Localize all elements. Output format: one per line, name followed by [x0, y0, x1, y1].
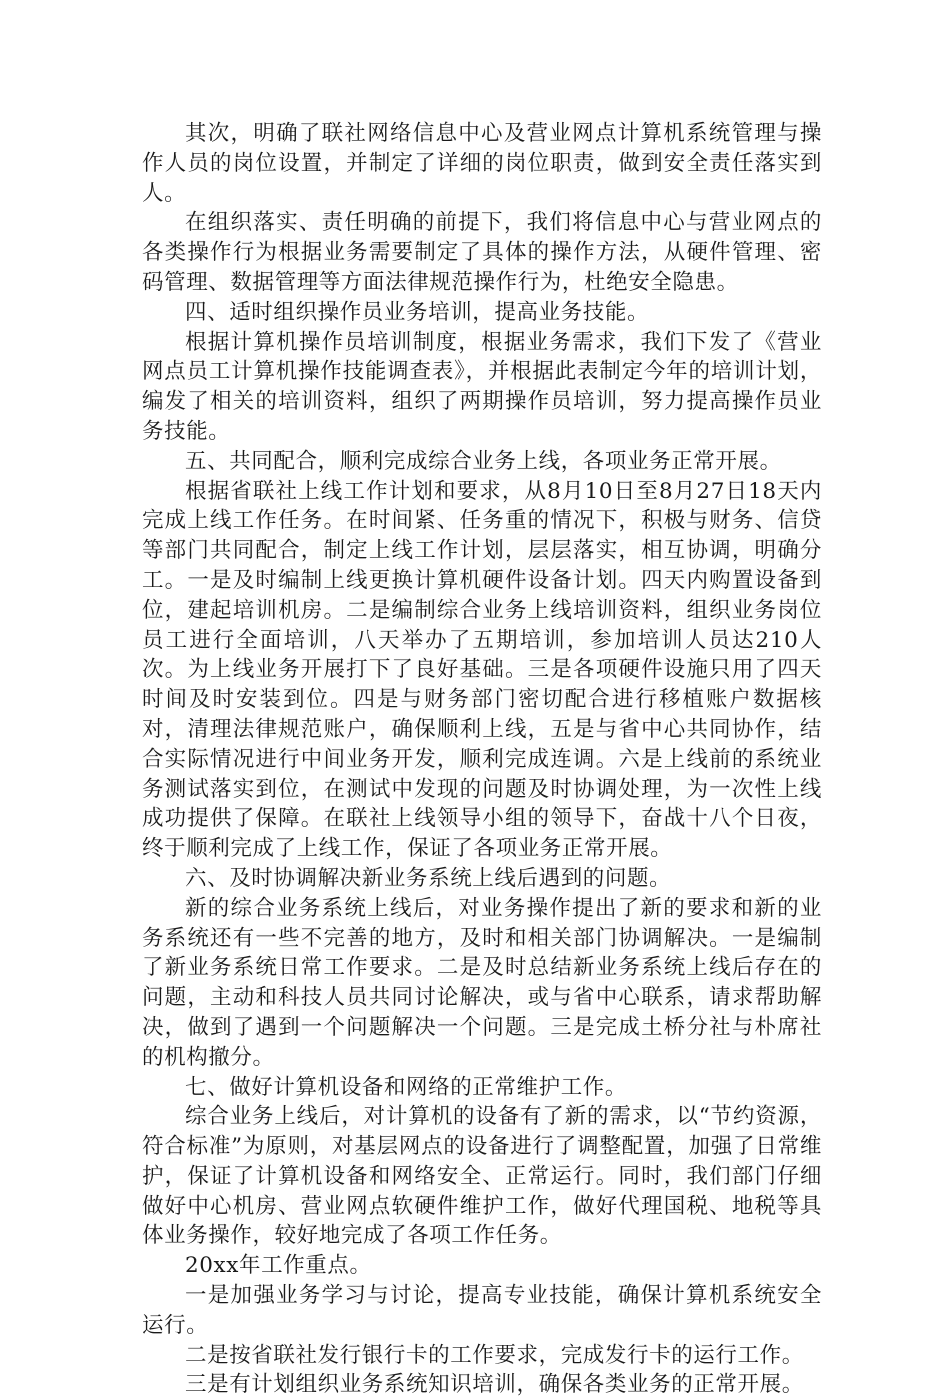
paragraph-2: 在组织落实、责任明确的前提下，我们将信息中心与营业网点的各类操作行为根据业务需要制定了具体的操作方法，从硬件管理、密码管理、数据管理等方面法律规范操作行为，杜绝安全隐患。 [142, 210, 822, 295]
paragraph-6: 综合业务上线后，对计算机的设备有了新的需求，以“节约资源，符合标准”为原则，对基层网点的设备进行了调整配置，加强了日常维护，保证了计算机设备和网络安全、正常运行。同时，我们部门仔细做好中心机房、营业网点软硬件维护工作，做好代理国税、地税等具体业务操作，较好地完成了各项工作任务。 [142, 1104, 822, 1249]
work-focus-item-2: 二是按省联社发行银行卡的工作要求，完成发行卡的运行工作。 [185, 1342, 804, 1368]
paragraph-5: 新的综合业务系统上线后，对业务操作提出了新的要求和新的业务系统还有一些不完善的地方，及时和相关部门协调解决。一是编制了新业务系统日常工作要求。二是及时总结新业务系统上线后存在的问题，主动和科技人员共同讨论解决，或与省中心联系，请求帮助解决，做到了遇到一个问题解决一个问题。三是完成土桥分社与朴席社的机构撤分。 [142, 895, 822, 1070]
paragraph-4: 根据省联社上线工作计划和要求，从8月10日至8月27日18天内完成上线工作任务。在时间紧、任务重的情况下，积极与财务、信贷等部门共同配合，制定上线工作计划，层层落实，相互协调，明确分工。一是及时编制上线更换计算机硬件设备计划。四天内购置设备到位，建起培训机房。二是编制综合业务上线培训资料，组织业务岗位员工进行全面培训，八天举办了五期培训，参加培训人员达210人次。为上线业务开展打下了良好基础。三是各项硬件设施只用了四天时间及时安装到位。四是与财务部门密切配合进行移植账户数据核对，清理法律规范账户，确保顺利上线，五是与省中心共同协作，结合实际情况进行中间业务开发，顺利完成连调。六是上线前的系统业务测试落实到位，在测试中发现的问题及时协调处理，为一次性上线成功提供了保障。在联社上线领导小组的领导下，奋战十八个日夜，终于顺利完成了上线工作，保证了各项业务正常开展。 [142, 478, 822, 862]
paragraph-3: 根据计算机操作员培训制度，根据业务需求，我们下发了《营业网点员工计算机操作技能调查表》，并根据此表制定今年的培训计划，编发了相关的培训资料，组织了两期操作员培训，努力提高操作员业务技能。 [142, 329, 822, 444]
section-heading-7: 七、做好计算机设备和网络的正常维护工作。 [185, 1074, 628, 1100]
section-heading-5: 五、共同配合，顺利完成综合业务上线，各项业务正常开展。 [185, 448, 782, 474]
work-focus-item-3: 三是有计划组织业务系统知识培训，确保各类业务的正常开展。 [185, 1372, 804, 1398]
section-heading-6: 六、及时协调解决新业务系统上线后遇到的问题。 [185, 865, 672, 891]
work-focus-heading: 20xx年工作重点。 [185, 1253, 372, 1279]
work-focus-item-1: 一是加强业务学习与讨论，提高专业技能，确保计算机系统安全运行。 [142, 1283, 822, 1338]
paragraph-1: 其次，明确了联社网络信息中心及营业网点计算机系统管理与操作人员的岗位设置，并制定了详细的岗位职责，做到安全责任落实到人。 [142, 121, 822, 206]
section-heading-4: 四、适时组织操作员业务培训，提高业务技能。 [185, 299, 650, 325]
document-body [142, 119, 822, 1400]
